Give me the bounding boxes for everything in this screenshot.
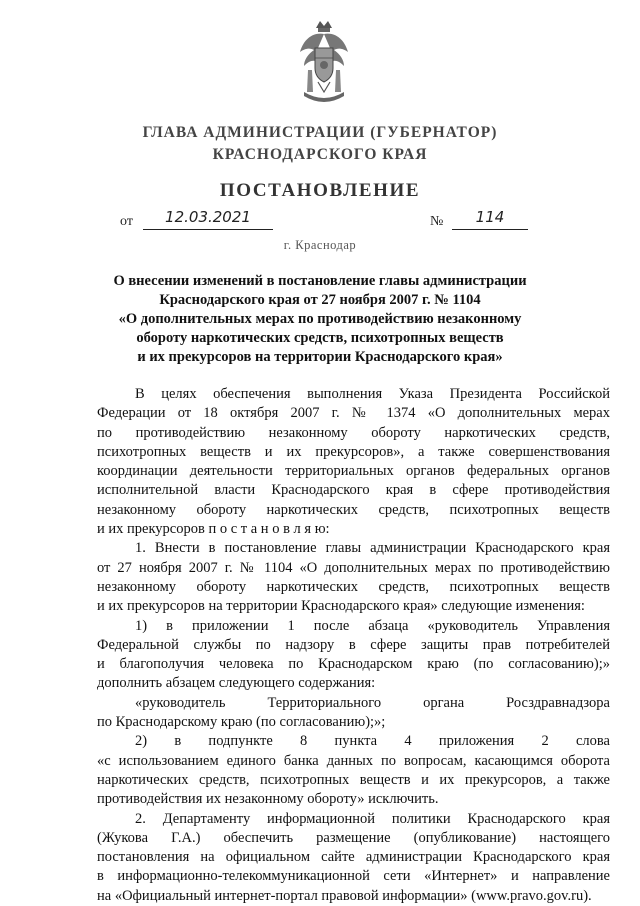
number-label: № bbox=[430, 214, 444, 229]
body-line: 1. Внести в постановление главы администрации Краснодарского края bbox=[135, 540, 610, 557]
title-line: обороту наркотических средств, психотропных веществ bbox=[136, 330, 504, 346]
body-line: дополнить абзацем следующего содержания: bbox=[97, 675, 376, 692]
date-label: от bbox=[120, 214, 133, 229]
body-line: наркотических средств, психотропных веществ и их прекурсоров, а также bbox=[97, 771, 610, 788]
body-line: Федерации от 18 октября 2007 г. № 1374 «О дополнительных мерах bbox=[97, 405, 610, 422]
body-line: и их прекурсоров на территории Краснодарского края» следующие изменения: bbox=[97, 598, 585, 615]
number-value: 114 bbox=[452, 208, 528, 230]
body-line: незаконному обороту наркотических средств, психотропных веществ bbox=[97, 501, 610, 518]
coat-of-arms-emblem bbox=[296, 18, 352, 108]
date-value: 12.03.2021 bbox=[143, 208, 273, 230]
body-line: постановления на официальном сайте администрации Краснодарского края bbox=[97, 849, 610, 866]
body-line: в информационно-телекоммуникационной сети «Интернет» и направление bbox=[97, 868, 610, 885]
city-line: г. Краснодар bbox=[283, 238, 357, 252]
body-line: психотропных веществ и их прекурсоров», а также совершенствования bbox=[97, 443, 610, 460]
title-line: О внесении изменений в постановление главы администрации bbox=[113, 273, 527, 289]
body-line: (Жукова Г.А.) обеспечить размещение (опубликование) настоящего bbox=[97, 829, 610, 846]
document-type: ПОСТАНОВЛЕНИЕ bbox=[219, 180, 421, 201]
body-line: 2. Департаменту информационной политики Краснодарского края bbox=[135, 810, 610, 827]
body-line: исполнительной власти Краснодарского края в сфере противодействия bbox=[97, 482, 610, 499]
body-line: «с использованием единого банка данных по вопросам, касающимся оборота bbox=[97, 752, 610, 769]
body-line: от 27 ноября 2007 г. № 1104 «О дополнительных мерах по противодействию bbox=[97, 559, 610, 576]
body-line: незаконному обороту наркотических средств, психотропных веществ bbox=[97, 578, 610, 595]
title-line: «О дополнительных мерах по противодействию незаконному bbox=[118, 311, 522, 327]
body-line: и их прекурсоров п о с т а н о в л я ю: bbox=[97, 521, 330, 538]
body-line: В целях обеспечения выполнения Указа Президента Российской bbox=[135, 386, 610, 402]
title-line: и их прекурсоров на территории Краснодарского края» bbox=[137, 349, 503, 365]
body-line: по противодействию незаконному обороту наркотических средств, bbox=[97, 424, 610, 441]
document-title bbox=[60, 272, 580, 367]
body-line: противодействия их незаконному обороту» исключить. bbox=[97, 791, 439, 808]
body-line: и благополучия человека по Краснодарском краю (по согласованию);» bbox=[97, 656, 610, 673]
body-line: по Краснодарскому краю (по согласованию);»; bbox=[97, 714, 386, 731]
body-line: Федеральной службы по надзору в сфере защиты прав потребителей bbox=[97, 636, 610, 653]
body-line: координации деятельности территориальных органов федеральных органов bbox=[97, 463, 610, 480]
body-line: на «Официальный интернет-портал правовой информации» (www.pravo.gov.ru). bbox=[97, 887, 592, 904]
document-body bbox=[97, 385, 610, 906]
body-line: 1) в приложении 1 после абзаца «руководитель Управления bbox=[135, 617, 610, 634]
issuer-line-1: ГЛАВА АДМИНИСТРАЦИИ (ГУБЕРНАТОР) bbox=[142, 124, 498, 141]
issuer-line-2: КРАСНОДАРСКОГО КРАЯ bbox=[212, 146, 428, 163]
title-line: Краснодарского края от 27 ноября 2007 г. № 1104 bbox=[159, 292, 481, 308]
body-line: 2) в подпункте 8 пункта 4 приложения 2 слова bbox=[135, 733, 610, 750]
body-line: «руководитель Территориального органа Росздравнадзора bbox=[135, 694, 610, 711]
